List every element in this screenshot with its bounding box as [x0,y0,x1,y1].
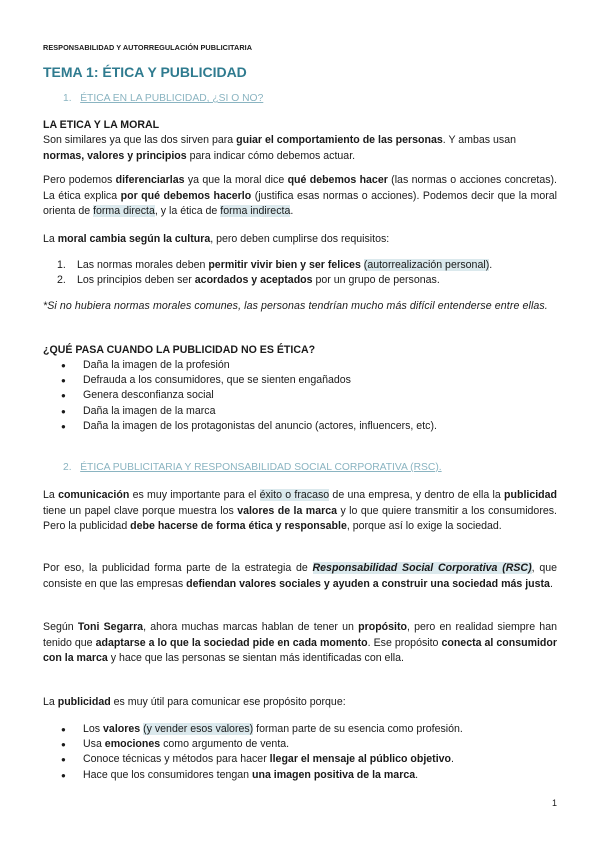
list-item: ● Daña la imagen de los protagonistas del anuncio (actores, influencers, etc). [43,419,557,434]
paragraph: La comunicación es muy importante para el éxito o fracaso de una empresa, y dentro de ella la publicidad tiene un papel clave porque muestra los valores de la marca y lo que quiere transmitir a los consumidores. Pero la publicidad debe hacerse de forma ética y responsable, porque así lo exige la sociedad. [43,489,557,532]
section-link[interactable]: ÉTICA PUBLICITARIA Y RESPONSABILIDAD SOCIAL CORPORATIVA (RSC). [80,462,442,473]
page-number: 1 [551,798,557,808]
paragraph: Según Toni Segarra, ahora muchas marcas hablan de tener un propósito, pero en realidad siempre han tenido que adaptarse a lo que la sociedad pide en cada momento. Ese propósito conecta al consumidor con la marca y hace que las personas se sientan más identificadas con ella. [43,621,557,664]
list-item: ● Conoce técnicas y métodos para hacer llegar el mensaje al público objetivo. [43,752,557,767]
section-number: 2. [63,462,72,473]
list-item: ● Daña la imagen de la marca [43,404,557,419]
section-number: 1. [63,93,72,104]
list-item: ● Genera desconfianza social [43,388,557,403]
list-item: ● Hace que los consumidores tengan una imagen positiva de la marca. [43,768,557,783]
consequences-list [43,358,557,434]
note: *Si no hubiera normas morales comunes, las personas tendrían mucho más difícil entenderse entre ellas. [43,300,548,312]
list-item: 1. Las normas morales deben permitir vivir bien y ser felices (autorrealización personal). [57,259,493,271]
paragraph: La publicidad es muy útil para comunicar ese propósito porque: [43,696,346,708]
paragraph: La moral cambia según la cultura, pero deben cumplirse dos requisitos: [43,233,390,245]
purpose-list [43,722,557,783]
list-item: ● Los valores (y vender esos valores) forman parte de su esencia como profesión. [43,722,557,737]
subheading-etica-moral: LA ETICA Y LA MORAL [43,119,160,131]
paragraph: Pero podemos diferenciarlas ya que la moral dice qué debemos hacer (las normas o acciones concretas). La ética explica por qué debemos hacerlo (justifica esas normas o acciones). Podemos decir que la moral orienta de forma directa, y la ética de forma indirecta. [43,174,557,217]
section-link[interactable]: ÉTICA EN LA PUBLICIDAD, ¿SI O NO? [80,93,264,104]
list-item: ● Daña la imagen de la profesión [43,358,557,373]
requirements-list [43,258,557,288]
list-item: 2. Los principios deben ser acordados y aceptados por un grupo de personas. [57,274,440,287]
paragraph: Por eso, la publicidad forma parte de la estrategia de Responsabilidad Social Corporativa (RSC), que consiste en que las empresas defiendan valores sociales y ayuden a construir una sociedad más justa. [43,562,557,590]
subheading-no-etica: ¿QUÉ PASA CUANDO LA PUBLICIDAD NO ES ÉTICA? [43,344,316,356]
paragraph: Son similares ya que las dos sirven para guiar el comportamiento de las personas. Y ambas usan normas, valores y principios para indicar cómo debemos actuar. [43,134,517,162]
list-item: ● Usa emociones como argumento de venta. [43,737,557,752]
page-title: TEMA 1: ÉTICA Y PUBLICIDAD [43,64,247,80]
section-heading-1[interactable] [63,93,263,104]
running-header: RESPONSABILIDAD Y AUTORREGULACIÓN PUBLICITARIA [43,43,253,52]
list-item: ● Defrauda a los consumidores, que se sienten engañados [43,373,557,388]
section-heading-2[interactable] [63,462,442,473]
